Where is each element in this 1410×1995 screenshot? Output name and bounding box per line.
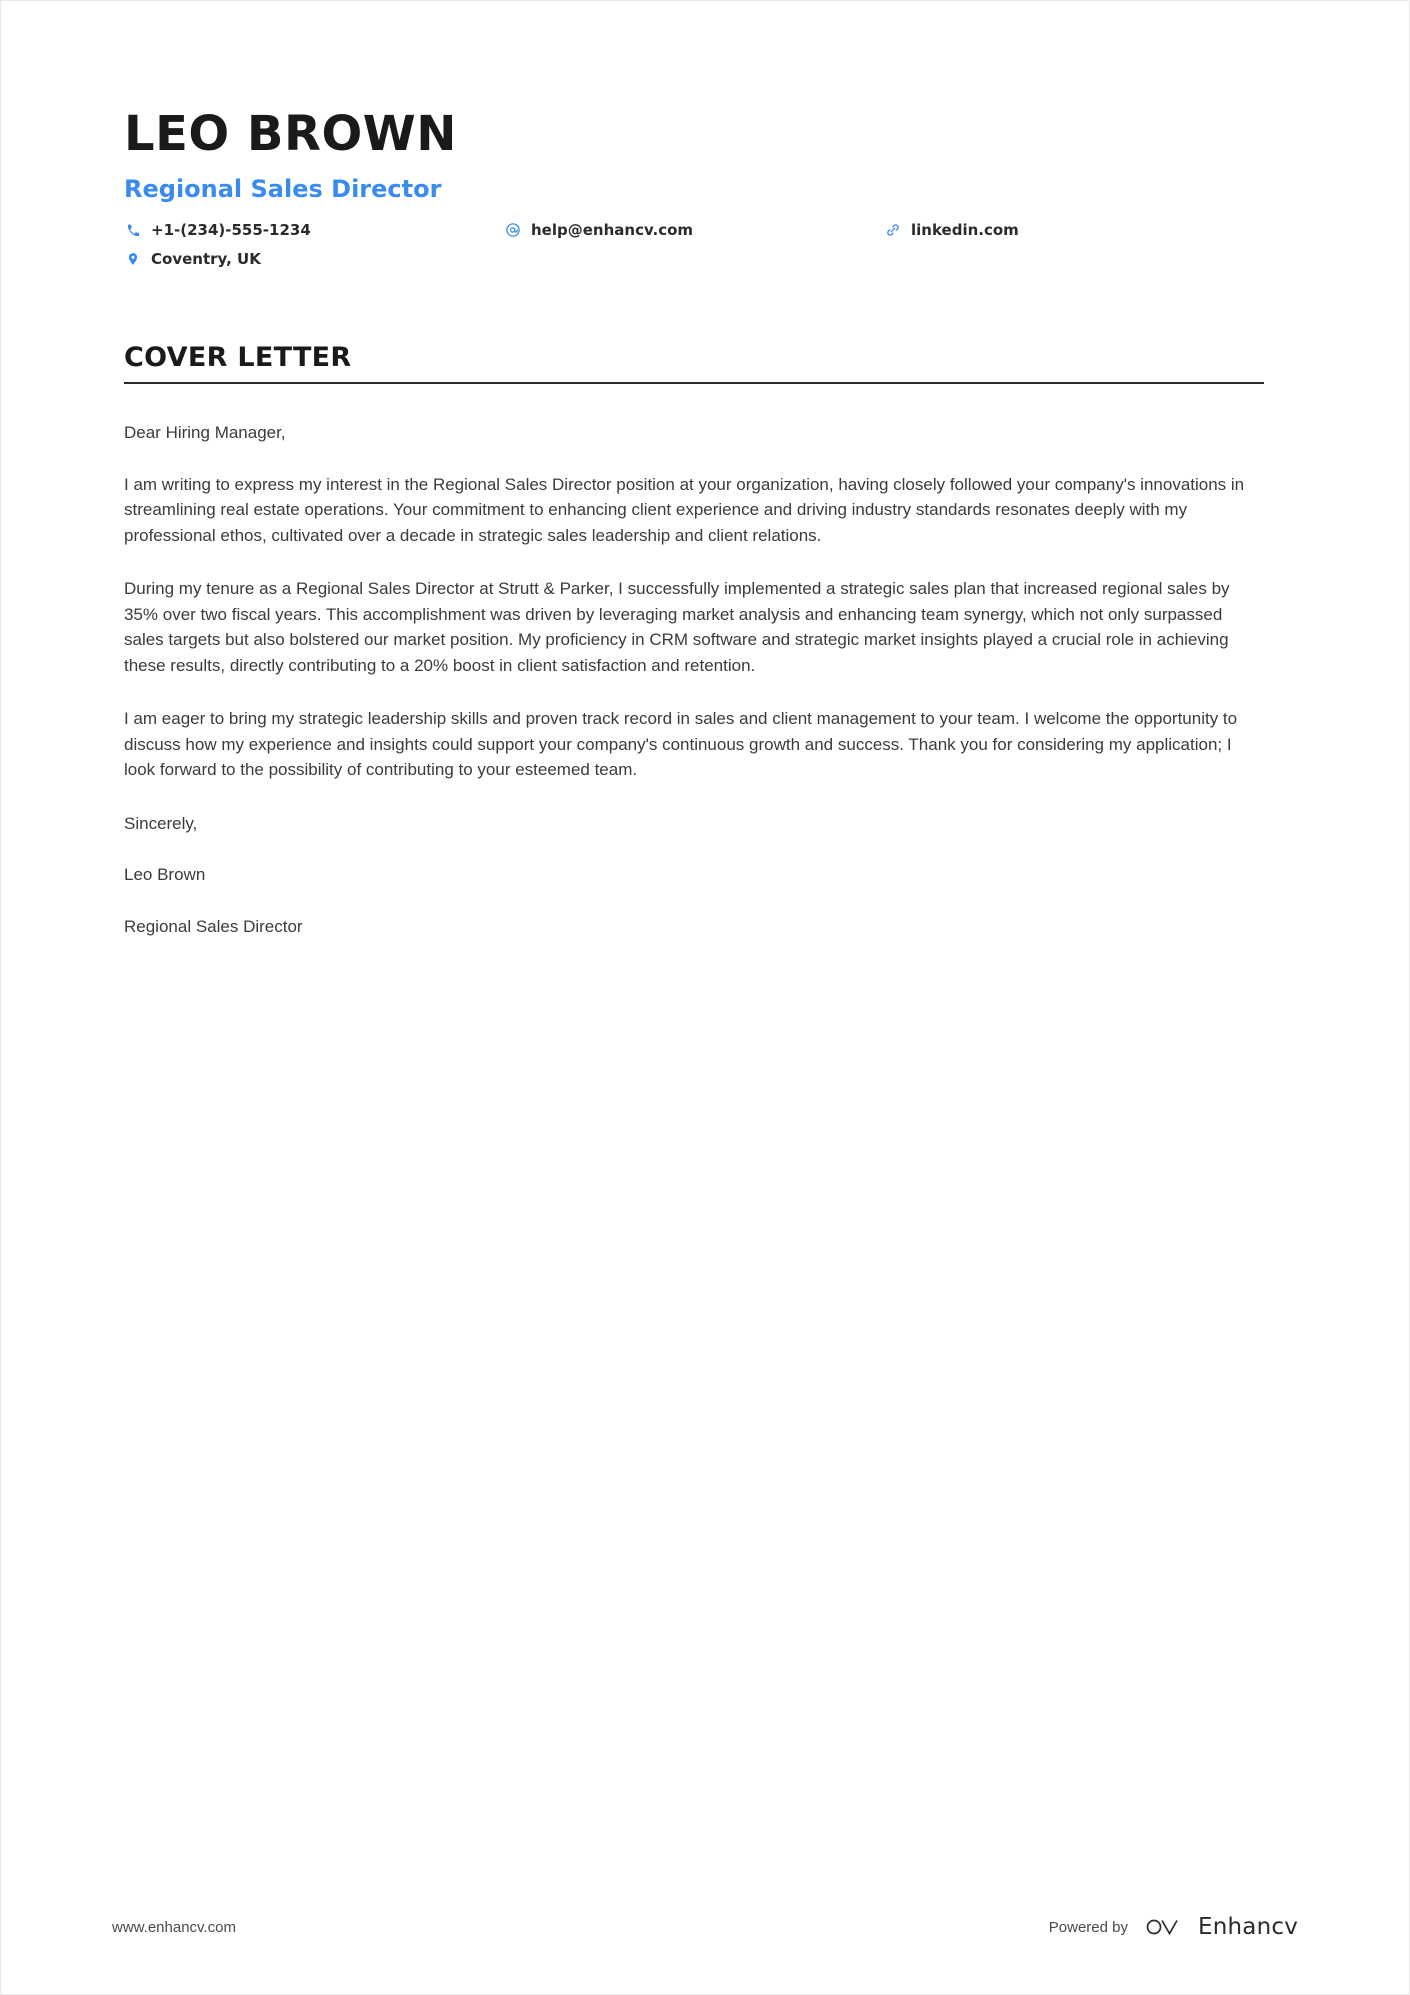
letter-paragraph-1: I am writing to express my interest in the Regional Sales Director position at your organization, having closely followed your company's innovations in streamlining real estate operations. Your commitment to enhancing client experience and driving industry standards resonates deeply with my professional ethos, cultivated over a decade in strategic sales leadership and client relations. (124, 474, 1245, 545)
contact-linkedin-label: linkedin.com (911, 221, 1019, 240)
contact-list (124, 221, 1264, 268)
contact-row (124, 221, 1264, 239)
footer-brand (1049, 1914, 1298, 1940)
letter-paragraph-2: During my tenure as a Regional Sales Director at Strutt & Parker, I successfully implemented a strategic sales plan that increased regional sales by 35% over two fiscal years. This accomplishment was driven by leveraging market analysis and enhancing team synergy, which not only surpassed sales targets but also bolstered our market position. My proficiency in CRM software and strategic market insights played a crucial role in achieving these results, directly contributing to a 20% boost in client satisfaction and retention. (124, 579, 1230, 675)
powered-by-label: Powered by (1048, 1918, 1128, 1936)
location-pin-icon (124, 250, 142, 268)
contact-email-label: help@enhancv.com (531, 221, 694, 240)
letter-signature-name: Leo Brown (124, 865, 206, 885)
contact-phone (124, 221, 504, 239)
job-title: Regional Sales Director (124, 175, 442, 204)
contact-phone-label: +1-(234)-555-1234 (151, 221, 311, 240)
email-icon (504, 221, 522, 239)
letter-paragraph-3: I am eager to bring my strategic leadership skills and proven track record in sales and client management to your team. I welcome the opportunity to discuss how my experience and insights could support your company's continuous growth and success. Thank you for considering my application; I look forward to the possibility of contributing to your esteemed team. (124, 709, 1238, 780)
phone-icon (124, 221, 142, 239)
enhancv-mark-icon (1144, 1914, 1188, 1940)
letter-closing: Sincerely, (124, 813, 198, 833)
brand-name: Enhancv (1197, 1914, 1298, 1940)
letter-signature-title: Regional Sales Director (124, 916, 303, 936)
document-content (124, 1, 1264, 967)
page-title: LEO BROWN (124, 106, 457, 162)
contact-location (124, 250, 504, 268)
enhancv-logo (1144, 1914, 1298, 1940)
contact-email (504, 221, 884, 239)
contact-linkedin (884, 221, 1019, 239)
header (124, 106, 1264, 269)
link-icon (884, 221, 902, 239)
footer (112, 1914, 1298, 1940)
section-title-cover-letter: COVER LETTER (124, 342, 352, 374)
footer-website-url: www.enhancv.com (112, 1918, 236, 1936)
letter-salutation: Dear Hiring Manager, (124, 423, 286, 443)
letter-body (124, 420, 1264, 939)
section-divider (124, 382, 1264, 384)
contact-location-label: Coventry, UK (151, 250, 261, 269)
contact-row (124, 250, 1264, 268)
